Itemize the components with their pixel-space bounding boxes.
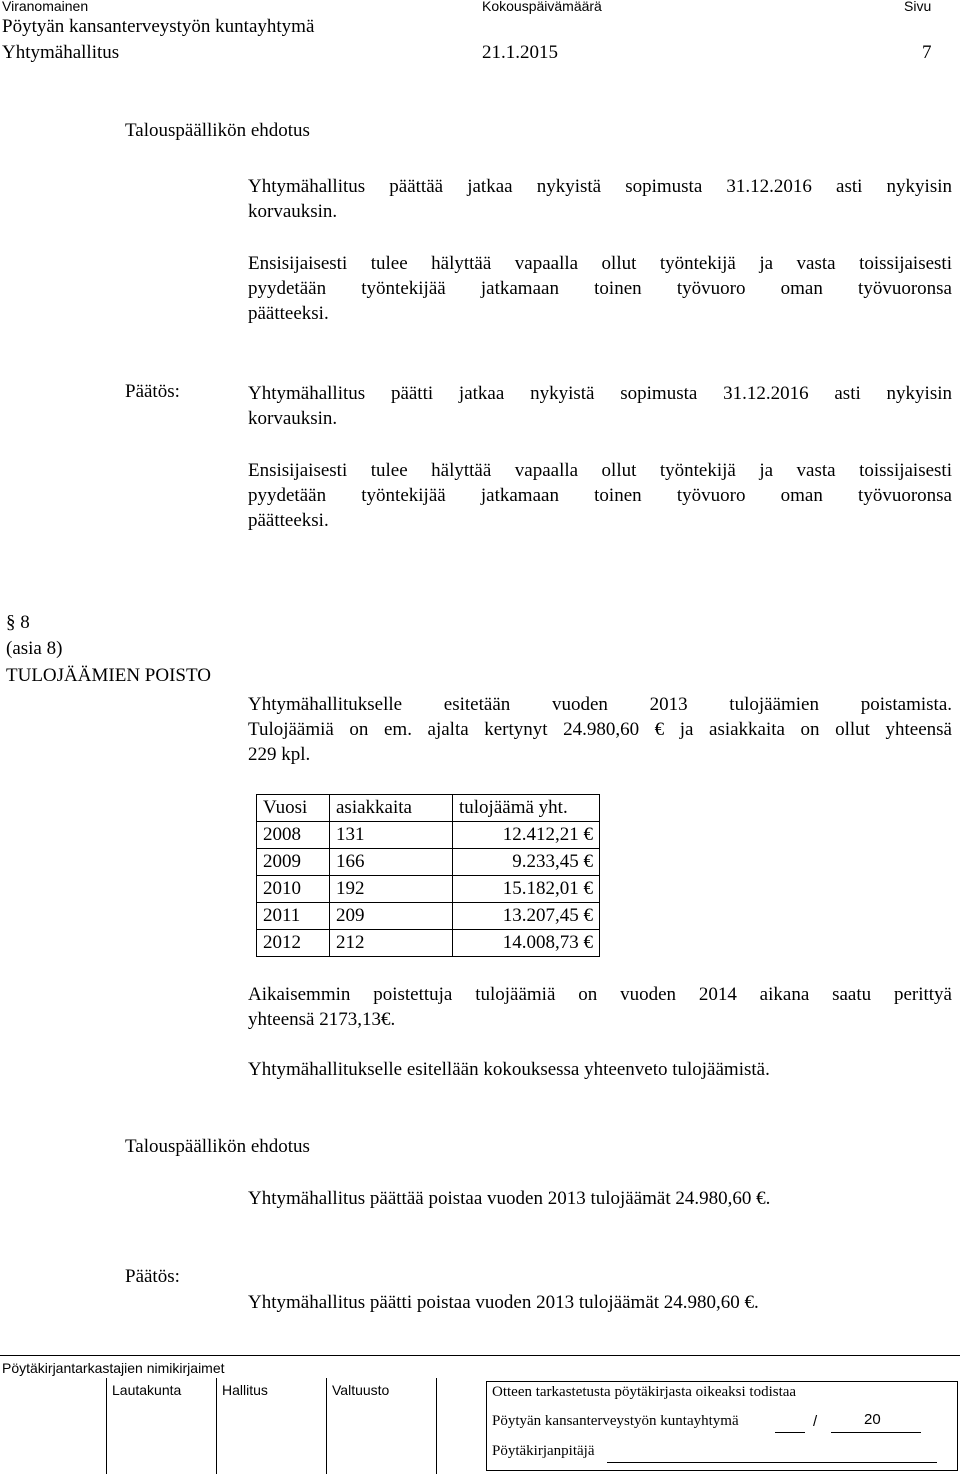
- table-cell: 209: [330, 903, 453, 930]
- table-cell: 166: [330, 849, 453, 876]
- proposal-paragraph-1: [248, 174, 952, 224]
- table-cell: 131: [330, 822, 453, 849]
- text-line: Yhtymähallitus päätti jatkaa nykyistä sopimusta 31.12.2016 asti nykyisin: [248, 383, 952, 404]
- text-line: pyydetään työntekijää jatkamaan toinen työvuoro oman työvuoronsa: [248, 485, 952, 506]
- footer-column-divider: [106, 1378, 107, 1474]
- footer-column-divider: [436, 1378, 437, 1474]
- text-line: Ensisijaisesti tulee hälyttää vapaalla ollut työntekijä ja vasta toissijaisesti: [248, 253, 952, 274]
- certification-text: Otteen tarkastetusta pöytäkirjasta oikeaksi todistaa: [492, 1384, 797, 1400]
- header-col-page-label: Sivu: [904, 0, 932, 14]
- footer-checkers-label: Pöytäkirjantarkastajien nimikirjaimet: [2, 1360, 225, 1376]
- table-row: [257, 903, 600, 930]
- table-cell: 13.207,45 €: [453, 903, 600, 930]
- proposal-text-2: Yhtymähallitus päättää poistaa vuoden 2013 tulojäämät 24.980,60 €.: [248, 1188, 771, 1209]
- date-separator: /: [813, 1413, 818, 1430]
- section-title: TULOJÄÄMIEN POISTO: [6, 665, 211, 686]
- footer-column-divider: [326, 1378, 327, 1474]
- text-line: päätteeksi.: [248, 303, 329, 324]
- decision-text-2: Yhtymähallitus päätti poistaa vuoden 2013 tulojäämät 24.980,60 €.: [248, 1292, 759, 1313]
- table-header-cell: asiakkaita: [330, 795, 453, 822]
- year-blank-line: [831, 1432, 921, 1433]
- text-line: korvauksin.: [248, 408, 338, 429]
- table-cell: 2010: [257, 876, 330, 903]
- date-blank-line: [775, 1432, 805, 1433]
- case-number: (asia 8): [6, 638, 63, 659]
- summary-paragraph: Yhtymähallitukselle esitellään kokouksessa yhteenveto tulojäämistä.: [248, 1059, 770, 1080]
- footer-col-board: Lautakunta: [112, 1382, 182, 1398]
- receivables-table: [256, 794, 600, 957]
- table-header-cell: tulojäämä yht.: [453, 795, 600, 822]
- footer-column-divider: [216, 1378, 217, 1474]
- text-line: päätteeksi.: [248, 510, 329, 531]
- text-line: pyydetään työntekijää jatkamaan toinen työvuoro oman työvuoronsa: [248, 278, 952, 299]
- table-row: [257, 822, 600, 849]
- table-cell: 12.412,21 €: [453, 822, 600, 849]
- footer-col-council: Valtuusto: [332, 1382, 390, 1398]
- table-cell: 14.008,73 €: [453, 930, 600, 957]
- text-line: Aikaisemmin poistettuja tulojäämiä on vuoden 2014 aikana saatu perittyä: [248, 984, 952, 1005]
- text-line: Yhtymähallitukselle esitetään vuoden 2013 tulojäämien poistamista.: [248, 694, 952, 715]
- table-cell: 9.233,45 €: [453, 849, 600, 876]
- decision-label-2: Päätös:: [125, 1266, 180, 1287]
- table-cell: 2008: [257, 822, 330, 849]
- text-line: Tulojäämiä on em. ajalta kertynyt 24.980,60 € ja asiakkaita on ollut yhteensä: [248, 719, 952, 740]
- table-cell: 2012: [257, 930, 330, 957]
- table-row: [257, 849, 600, 876]
- paragraph-symbol: §: [6, 612, 16, 633]
- footer-divider: [0, 1355, 960, 1356]
- decision-paragraph-2: [248, 458, 952, 533]
- proposal-paragraph-2: [248, 251, 952, 326]
- decision-label: Päätös:: [125, 381, 180, 402]
- proposal-heading-2: Talouspäällikön ehdotus: [125, 1136, 310, 1157]
- intro-paragraph: [248, 692, 952, 767]
- header-col-authority-label: Viranomainen: [2, 0, 89, 14]
- signature-line: [607, 1462, 937, 1463]
- header-date: 21.1.2015: [482, 42, 558, 63]
- table-header-row: [257, 795, 600, 822]
- table-header-cell: Vuosi: [257, 795, 330, 822]
- earlier-paragraph: [248, 982, 952, 1032]
- table-row: [257, 930, 600, 957]
- table-cell: 2011: [257, 903, 330, 930]
- table-row: [257, 876, 600, 903]
- header-page-number: 7: [922, 42, 932, 63]
- table-cell: 15.182,01 €: [453, 876, 600, 903]
- table-cell: 212: [330, 930, 453, 957]
- section-number: [6, 612, 30, 634]
- text-line: yhteensä 2173,13€.: [248, 1009, 396, 1030]
- secretary-label: Pöytäkirjanpitäjä: [492, 1443, 595, 1459]
- table-cell: 192: [330, 876, 453, 903]
- certification-org: Pöytyän kansanterveystyön kuntayhtymä: [492, 1413, 739, 1429]
- certification-box: [486, 1381, 958, 1471]
- decision-paragraph-1: [248, 381, 952, 431]
- header-body-name: Yhtymähallitus: [2, 42, 120, 63]
- text-line: Yhtymähallitus päättää jatkaa nykyistä sopimusta 31.12.2016 asti nykyisin: [248, 176, 952, 197]
- text-line: korvauksin.: [248, 201, 338, 222]
- footer-col-government: Hallitus: [222, 1382, 268, 1398]
- header-authority: Pöytyän kansanterveystyön kuntayhtymä: [2, 16, 315, 37]
- header-col-date-label: Kokouspäivämäärä: [482, 0, 602, 14]
- year-prefix: 20: [864, 1411, 881, 1428]
- section-number-value: 8: [20, 612, 30, 633]
- text-line: Ensisijaisesti tulee hälyttää vapaalla ollut työntekijä ja vasta toissijaisesti: [248, 460, 952, 481]
- text-line: 229 kpl.: [248, 744, 311, 765]
- proposal-heading: Talouspäällikön ehdotus: [125, 120, 310, 141]
- table-cell: 2009: [257, 849, 330, 876]
